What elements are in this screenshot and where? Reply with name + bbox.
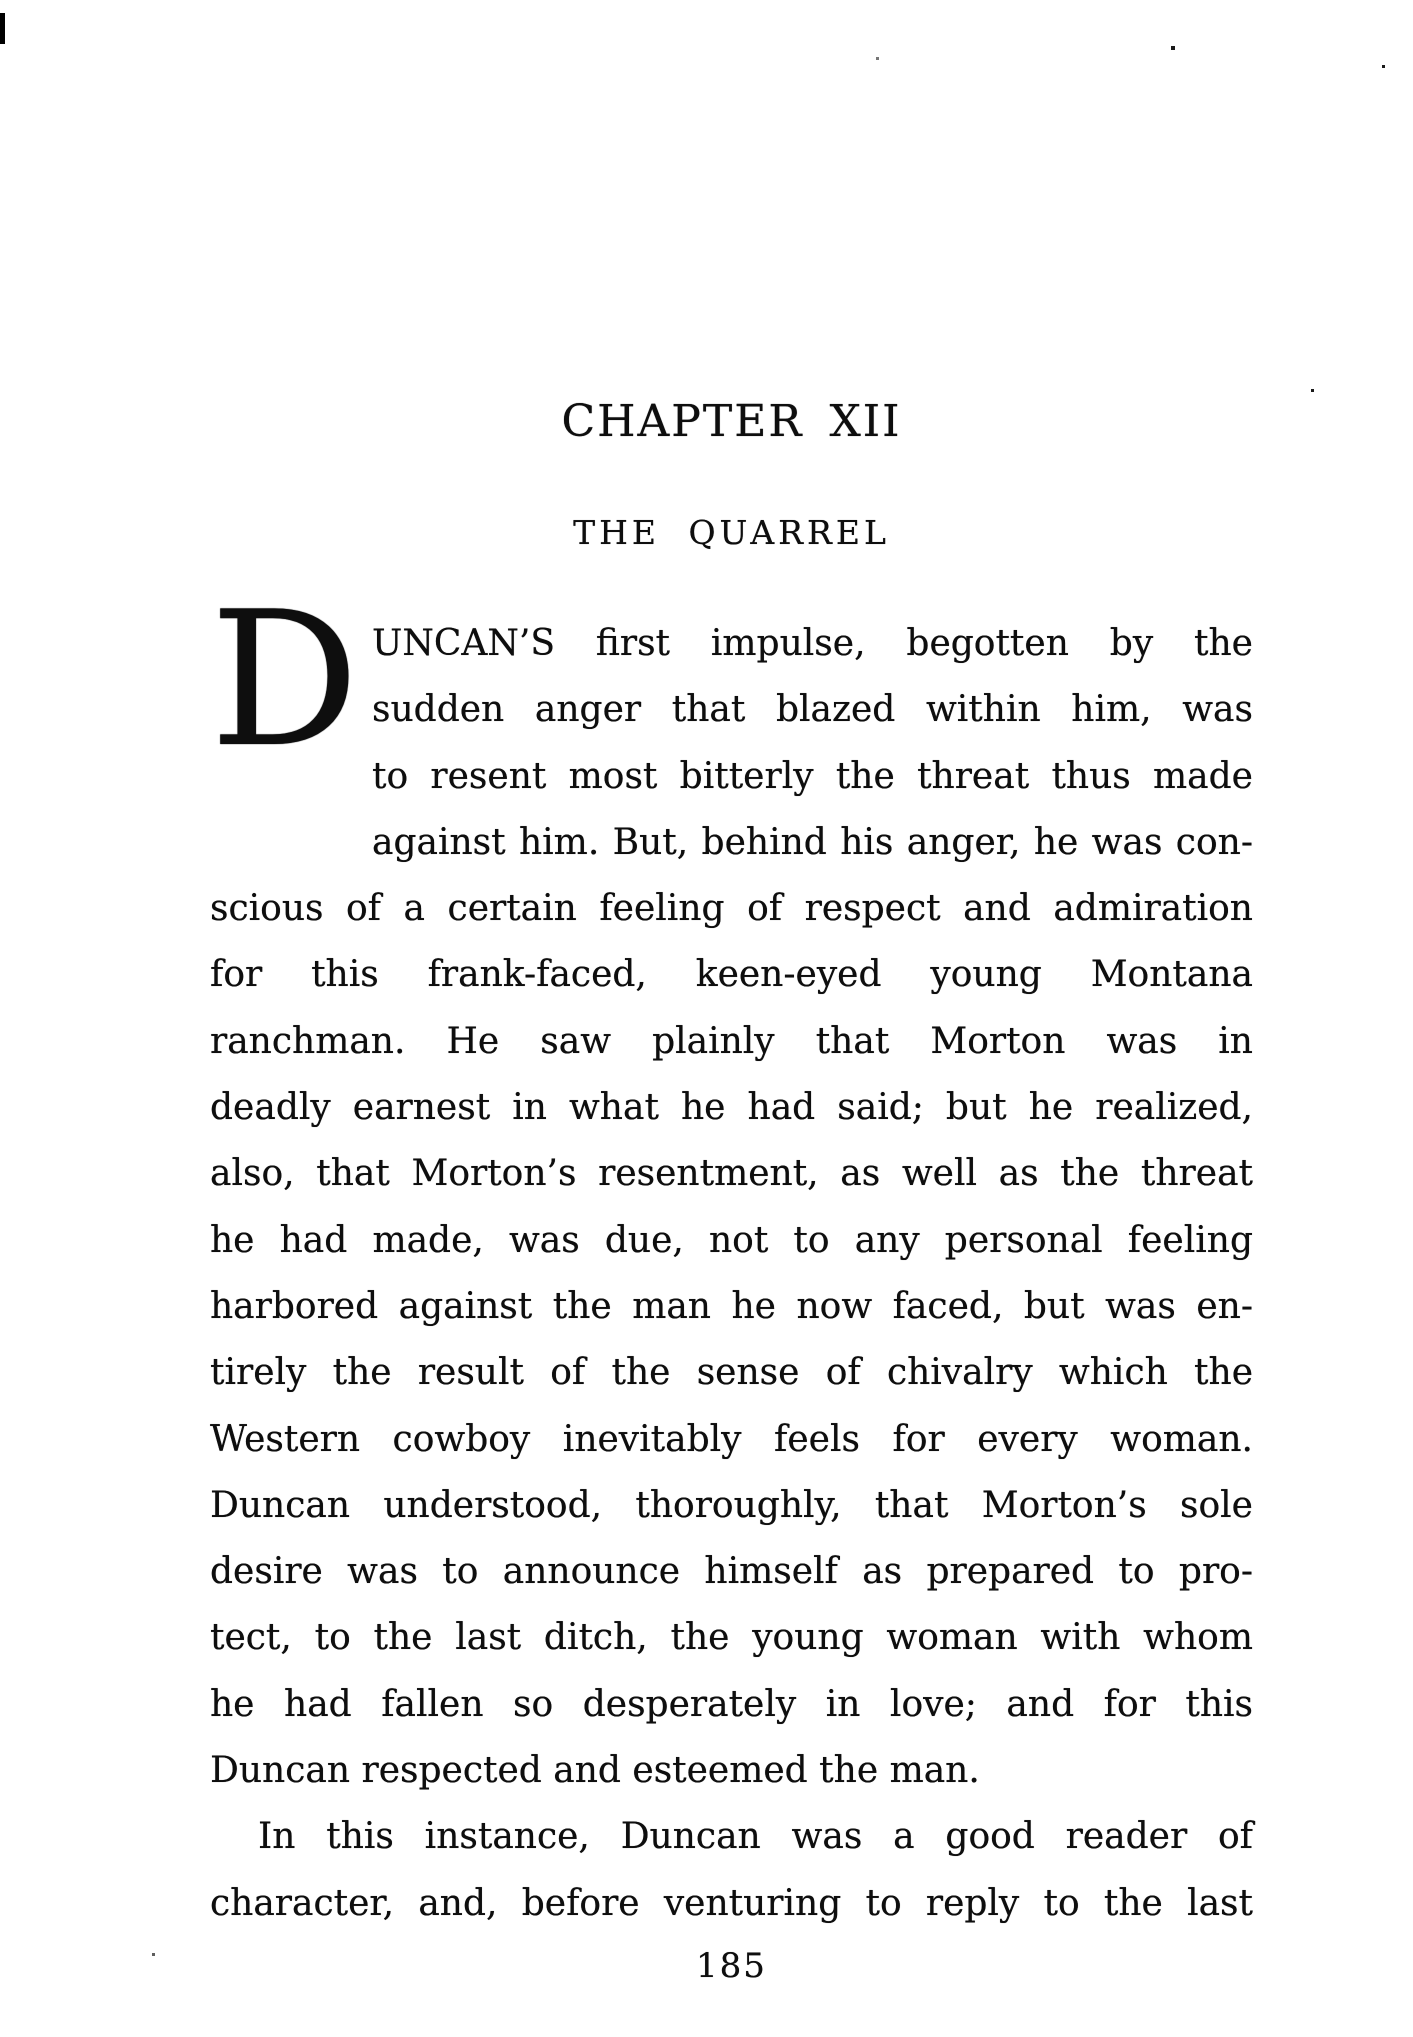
chapter-heading: CHAPTER XII (561, 396, 902, 447)
text-line: scious of a certain feeling of respect and admiration (210, 888, 1253, 930)
paragraph (210, 1804, 1253, 1937)
text-line: he had made, was due, not to any personal feeling (210, 1219, 1253, 1261)
drop-cap-letter: D (210, 571, 360, 788)
chapter-subtitle: THE QUARREL (573, 513, 890, 552)
text-line: to resent most bitterly the threat thus made (372, 755, 1253, 797)
body-text (210, 571, 1253, 1937)
text-line: sudden anger that blazed within him, was (372, 689, 1253, 731)
text-line: Western cowboy inevitably feels for every woman. (210, 1418, 1253, 1460)
text-line: UNCAN’S first impulse, begotten by the (372, 623, 1253, 664)
paragraph-lines (210, 810, 1253, 1804)
text-line: Duncan respected and esteemed the man. (210, 1750, 980, 1792)
scan-speck (1311, 389, 1314, 392)
scan-speck (876, 57, 879, 60)
scan-speck (152, 1953, 155, 1956)
text-line: deadly earnest in what he had said; but he realized, (210, 1087, 1253, 1129)
text-line: harbored against the man he now faced, but was en- (210, 1285, 1253, 1327)
page-number: 185 (696, 1946, 767, 1986)
text-line: character, and, before venturing to reply to the last (210, 1882, 1253, 1924)
text-line: for this frank-faced, keen-eyed young Montana (210, 954, 1253, 996)
text-line: In this instance, Duncan was a good reader of (258, 1816, 1253, 1858)
scan-speck (1382, 65, 1385, 68)
text-line: against him. But, behind his anger, he was con- (372, 821, 1253, 863)
text-line: tect, to the last ditch, the young woman with whom (210, 1617, 1253, 1659)
text-line: desire was to announce himself as prepared to pro- (210, 1551, 1253, 1593)
drop-cap-spacer (210, 571, 372, 811)
scan-speck (1171, 46, 1175, 50)
scan-artifact-bar (0, 13, 5, 44)
text-line: tirely the result of the sense of chivalry which the (210, 1352, 1253, 1394)
text-line: also, that Morton’s resentment, as well as the threat (210, 1153, 1253, 1195)
text-line: he had fallen so desperately in love; and for this (210, 1683, 1253, 1725)
paragraph (210, 571, 1253, 1804)
text-line: Duncan understood, thoroughly, that Morton’s sole (210, 1484, 1253, 1526)
text-line: ranchman. He saw plainly that Morton was in (210, 1020, 1253, 1062)
